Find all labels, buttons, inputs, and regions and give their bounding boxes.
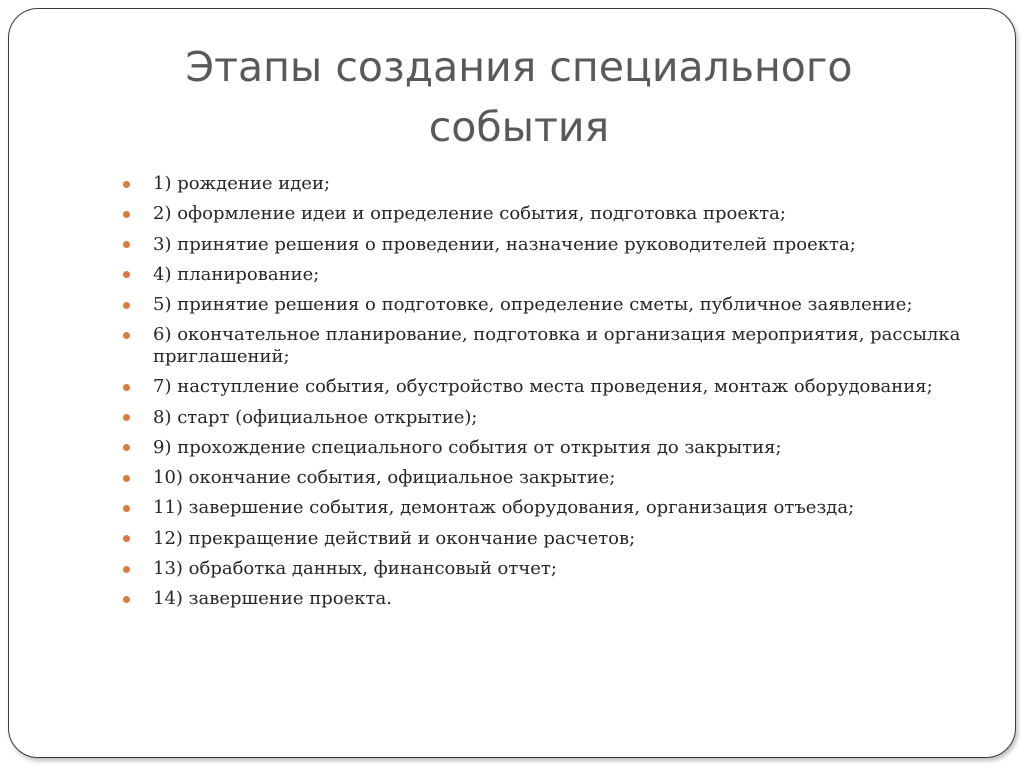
- list-item: [121, 173, 991, 195]
- list-item-text: 8) старт (официальное открытие);: [153, 406, 478, 428]
- list-item: [121, 234, 991, 256]
- list-item: [121, 264, 991, 286]
- list-item-text: 10) окончание события, официальное закрытие;: [153, 467, 616, 489]
- list-item: [121, 324, 991, 367]
- list-item-text: 7) наступление события, обустройство места проведения, монтаж оборудования;: [153, 376, 933, 398]
- list-item-text: 12) прекращение действий и окончание расчетов;: [153, 527, 636, 549]
- bullet-icon: [123, 241, 130, 248]
- list-item: [121, 203, 991, 225]
- list-item: [121, 588, 991, 610]
- bullet-icon: [123, 414, 130, 421]
- list-item-text: 6) окончательное планирование, подготовка и организация мероприятия, рассылка приглашений;: [153, 324, 961, 367]
- stages-list: [121, 173, 991, 619]
- list-item: [121, 437, 991, 459]
- bullet-icon: [123, 475, 130, 482]
- bullet-icon: [123, 332, 130, 339]
- list-item-text: 5) принятие решения о подготовке, определение сметы, публичное заявление;: [153, 294, 913, 316]
- bullet-icon: [123, 181, 130, 188]
- bullet-icon: [123, 271, 130, 278]
- bullet-icon: [123, 535, 130, 542]
- list-item: [121, 558, 991, 580]
- list-item: [121, 407, 991, 429]
- list-item: [121, 467, 991, 489]
- list-item-text: 14) завершение проекта.: [153, 588, 392, 610]
- list-item-text: 11) завершение события, демонтаж оборудования, организация отъезда;: [153, 497, 855, 519]
- list-item-text: 4) планирование;: [153, 263, 320, 285]
- bullet-icon: [123, 566, 130, 573]
- list-item-text: 9) прохождение специального события от открытия до закрытия;: [153, 436, 782, 458]
- bullet-icon: [123, 211, 130, 218]
- list-item: [121, 528, 991, 550]
- list-item: [121, 497, 991, 519]
- bullet-icon: [123, 505, 130, 512]
- list-item-text: 13) обработка данных, финансовый отчет;: [153, 558, 557, 580]
- slide-title: Этапы создания специального события: [185, 43, 853, 151]
- bullet-icon: [123, 596, 130, 603]
- bullet-icon: [123, 302, 130, 309]
- bullet-icon: [123, 384, 130, 391]
- list-item-text: 2) оформление идеи и определение события, подготовка проекта;: [153, 203, 786, 225]
- list-item-text: 3) принятие решения о проведении, назначение руководителей проекта;: [153, 233, 856, 255]
- list-item: [121, 294, 991, 316]
- slide-frame: [8, 8, 1016, 758]
- list-item: [121, 376, 991, 398]
- bullet-icon: [123, 444, 130, 451]
- list-item-text: 1) рождение идеи;: [153, 173, 331, 194]
